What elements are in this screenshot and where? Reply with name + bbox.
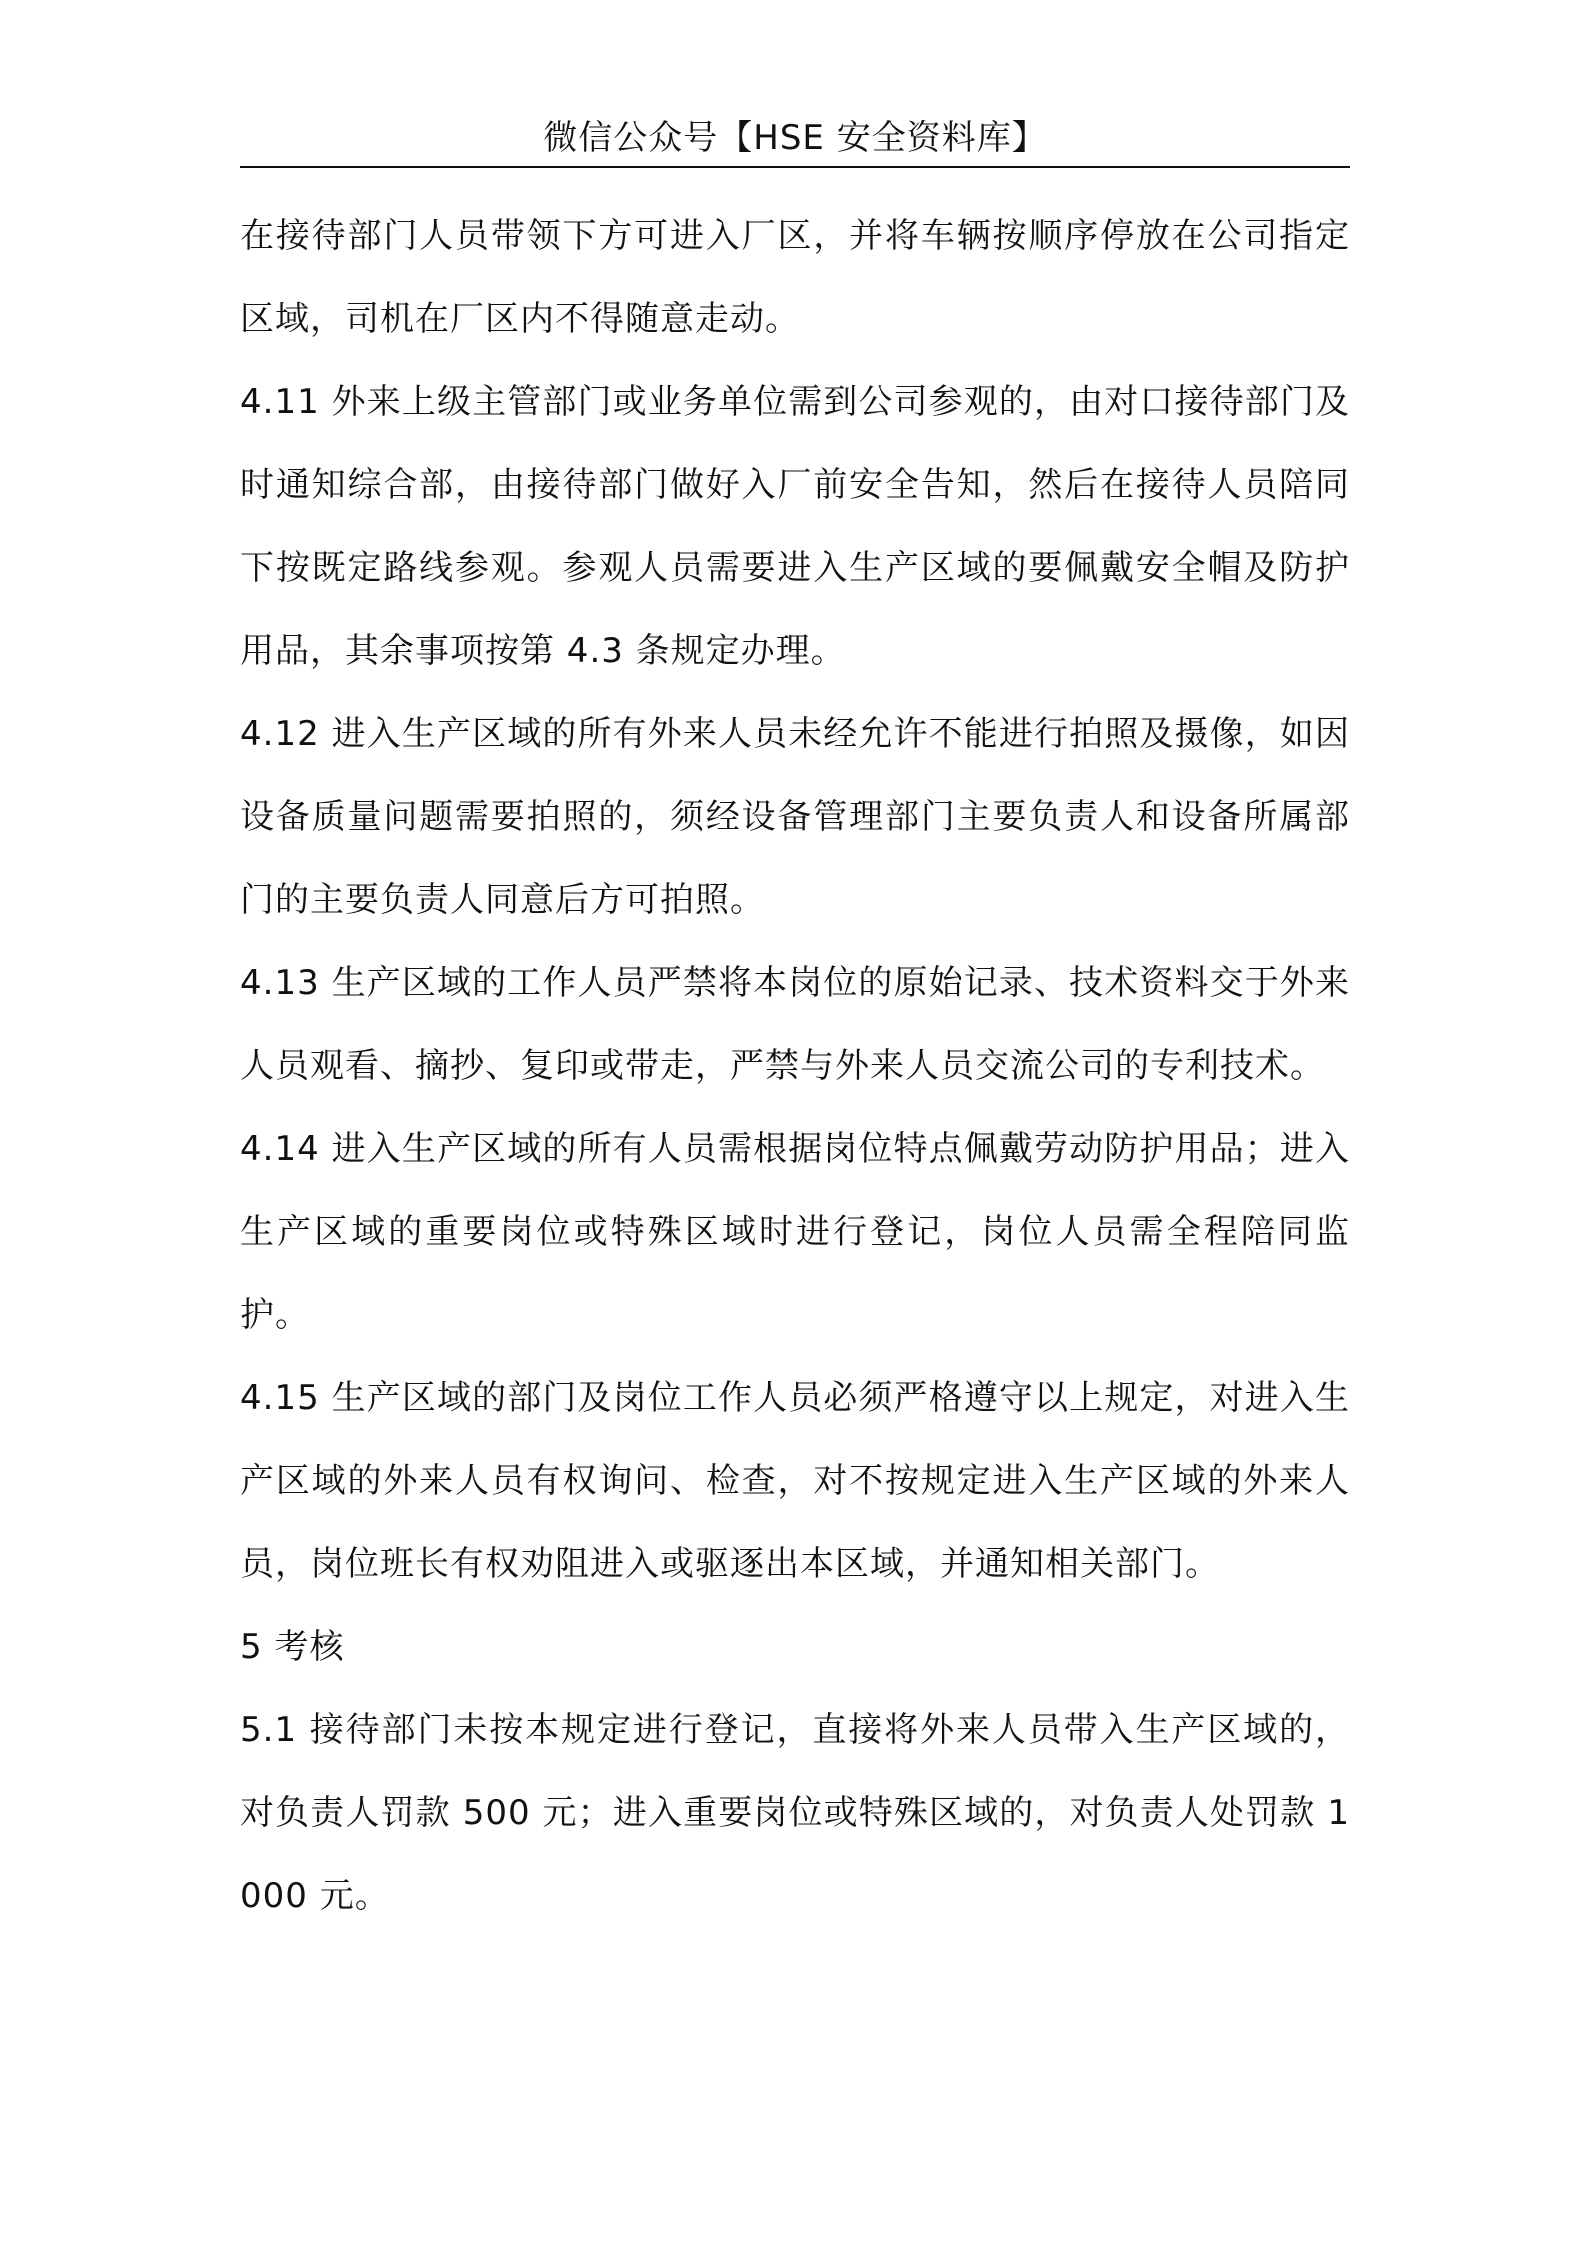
paragraph-4-12: 4.12 进入生产区域的所有外来人员未经允许不能进行拍照及摄像，如因设备质量问题需要拍照的，须经设备管理部门主要负责人和设备所属部门的主要负责人同意后方可拍照。 <box>240 714 1350 920</box>
paragraph-4-14: 4.14 进入生产区域的所有人员需根据岗位特点佩戴劳动防护用品；进入生产区域的重要岗位或特殊区域时进行登记，岗位人员需全程陪同监护。 <box>240 1129 1350 1335</box>
page-header: 微信公众号【HSE 安全资料库】 <box>240 110 1350 168</box>
paragraph-5-1: 5.1 接待部门未按本规定进行登记，直接将外来人员带入生产区域的，对负责人罚款 500 元；进入重要岗位或特殊区域的，对负责人处罚款 1000 元。 <box>240 1710 1350 1916</box>
paragraph-entry-rules: 在接待部门人员带领下方可进入厂区，并将车辆按顺序停放在公司指定区域，司机在厂区内不得随意走动。 <box>240 216 1350 339</box>
section-heading-5: 5 考核 <box>240 1627 345 1667</box>
document-body <box>240 195 1350 1938</box>
paragraph-4-11: 4.11 外来上级主管部门或业务单位需到公司参观的，由对口接待部门及时通知综合部，由接待部门做好入厂前安全告知，然后在接待人员陪同下按既定路线参观。参观人员需要进入生产区域的要佩戴安全帽及防护用品，其余事项按第 4.3 条规定办理。 <box>240 382 1350 671</box>
paragraph-4-13: 4.13 生产区域的工作人员严禁将本岗位的原始记录、技术资料交于外来人员观看、摘抄、复印或带走，严禁与外来人员交流公司的专利技术。 <box>240 963 1350 1086</box>
paragraph-4-15: 4.15 生产区域的部门及岗位工作人员必须严格遵守以上规定，对进入生产区域的外来人员有权询问、检查，对不按规定进入生产区域的外来人员，岗位班长有权劝阻进入或驱逐出本区域，并通知相关部门。 <box>240 1378 1350 1584</box>
